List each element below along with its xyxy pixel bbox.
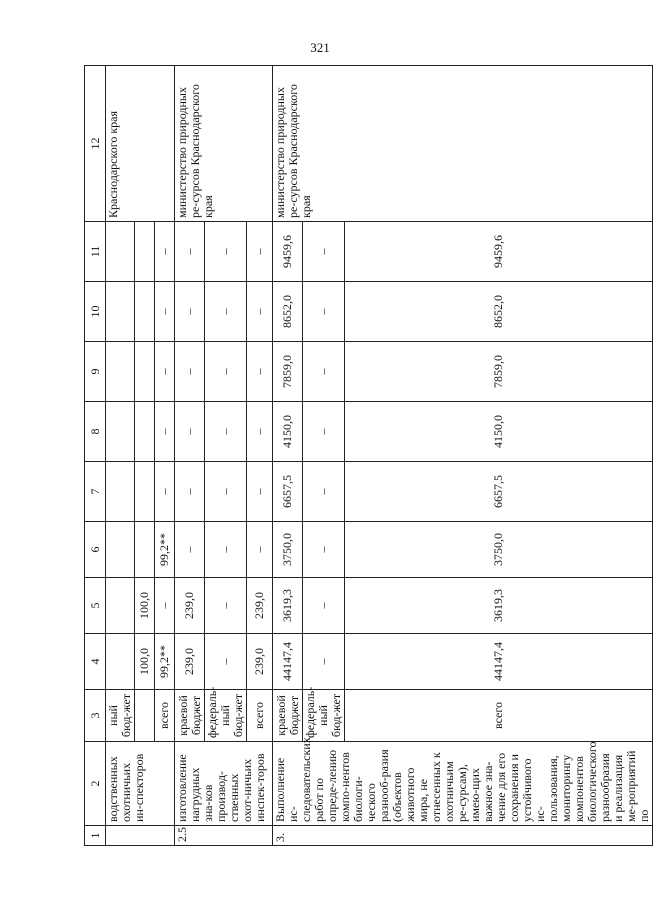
cell: – — [303, 578, 345, 634]
col-num: 11 — [85, 222, 106, 282]
cell: 100,0 — [135, 634, 155, 690]
cell: – — [303, 634, 345, 690]
cell: 3750,0 — [345, 522, 653, 578]
cell: – — [303, 282, 345, 342]
cell: – — [247, 342, 273, 402]
cell: – — [205, 578, 247, 634]
funding-source: краевой бюджет — [273, 690, 303, 742]
cell: 6657,5 — [345, 462, 653, 522]
funding-source: всего — [247, 690, 273, 742]
cell: 100,0 — [135, 578, 155, 634]
cell: – — [175, 462, 205, 522]
cell: – — [175, 402, 205, 462]
table-row — [273, 66, 303, 846]
cell — [135, 402, 155, 462]
cell — [106, 282, 135, 342]
cell: – — [205, 522, 247, 578]
col-num: 3 — [85, 690, 106, 742]
col-num: 7 — [85, 462, 106, 522]
funding-source: ный бюд-жет — [106, 690, 135, 742]
col-num: 4 — [85, 634, 106, 690]
cell — [135, 342, 155, 402]
cell: – — [247, 462, 273, 522]
cell: 4150,0 — [273, 402, 303, 462]
funding-source — [135, 690, 155, 742]
cell: – — [155, 462, 175, 522]
cell: 9459,6 — [273, 222, 303, 282]
cell: – — [205, 634, 247, 690]
cell — [106, 634, 135, 690]
cell: – — [205, 462, 247, 522]
cell: – — [303, 222, 345, 282]
cell: – — [175, 282, 205, 342]
cell: 8652,0 — [345, 282, 653, 342]
col-num: 5 — [85, 578, 106, 634]
cell: – — [247, 222, 273, 282]
cell — [106, 462, 135, 522]
cell: – — [155, 402, 175, 462]
row-number: 3. — [273, 826, 653, 846]
cell: 6657,5 — [273, 462, 303, 522]
cell: 239,0 — [175, 634, 205, 690]
cell: 239,0 — [247, 634, 273, 690]
table-row — [106, 66, 135, 846]
funding-source: федераль-ный бюд-жет — [205, 690, 247, 742]
col-num: 10 — [85, 282, 106, 342]
cell — [106, 222, 135, 282]
cell: 44147,4 — [345, 634, 653, 690]
row-number — [106, 826, 175, 846]
cell: – — [303, 402, 345, 462]
col-num: 12 — [85, 66, 106, 222]
funding-source: всего — [155, 690, 175, 742]
cell — [135, 282, 155, 342]
cell — [106, 578, 135, 634]
cell: – — [155, 222, 175, 282]
cell — [135, 522, 155, 578]
cell: 99,2** — [155, 522, 175, 578]
cell: – — [247, 402, 273, 462]
cell: – — [303, 522, 345, 578]
cell — [106, 402, 135, 462]
row-name: изготовление нагрудных зна-ков производ-ственных охот-ничьих инспек-торов — [175, 742, 273, 826]
cell: – — [205, 342, 247, 402]
cell: 7859,0 — [345, 342, 653, 402]
responsible-org: Краснодарского края — [106, 66, 175, 222]
col-num: 6 — [85, 522, 106, 578]
cell: – — [155, 342, 175, 402]
funding-source: федераль-ный бюд-жет — [303, 690, 345, 742]
funding-source: краевой бюджет — [175, 690, 205, 742]
cell: – — [155, 578, 175, 634]
funding-source: всего — [345, 690, 653, 742]
budget-table — [84, 65, 653, 846]
cell: 3619,3 — [345, 578, 653, 634]
column-number-row — [85, 66, 106, 846]
cell: 3750,0 — [273, 522, 303, 578]
cell — [135, 222, 155, 282]
cell: – — [175, 222, 205, 282]
cell: 44147,4 — [273, 634, 303, 690]
cell: – — [175, 522, 205, 578]
row-number: 2.5 — [175, 826, 273, 846]
cell: 9459,6 — [345, 222, 653, 282]
col-num: 2 — [85, 742, 106, 826]
row-name: Выполнение ис-следовательских работ по опреде-лению компо-нентов биологи-ческого разнооб-разия (объектов животного мира, не отнесенных к охотничьим ре-сурсам), имею-щих важное зна-чение для его сохранения и устойчивого ис-пользования, мониторингу компонентов биологического разнообразия и реализация ме-роприятий по — [273, 742, 653, 826]
cell: – — [303, 342, 345, 402]
table-row — [175, 66, 205, 846]
page-number: 321 — [310, 40, 330, 55]
cell: 8652,0 — [273, 282, 303, 342]
cell: 239,0 — [175, 578, 205, 634]
cell: 239,0 — [247, 578, 273, 634]
cell: – — [205, 402, 247, 462]
cell: – — [247, 522, 273, 578]
cell: – — [205, 222, 247, 282]
cell: – — [175, 342, 205, 402]
cell — [106, 342, 135, 402]
cell: 4150,0 — [345, 402, 653, 462]
cell — [106, 522, 135, 578]
cell: 7859,0 — [273, 342, 303, 402]
cell: 99,2** — [155, 634, 175, 690]
cell — [135, 462, 155, 522]
cell: 3619,3 — [273, 578, 303, 634]
responsible-org: министерство природных ре-сурсов Краснодарского края — [273, 66, 653, 222]
col-num: 1 — [85, 826, 106, 846]
cell: – — [303, 462, 345, 522]
rotated-table-wrapper — [84, 66, 651, 846]
cell: – — [205, 282, 247, 342]
responsible-org: министерство природных ре-сурсов Краснодарского края — [175, 66, 273, 222]
row-name: водственных охотничьих ин-спекторов — [106, 742, 175, 826]
cell: – — [247, 282, 273, 342]
col-num: 8 — [85, 402, 106, 462]
col-num: 9 — [85, 342, 106, 402]
cell: – — [155, 282, 175, 342]
